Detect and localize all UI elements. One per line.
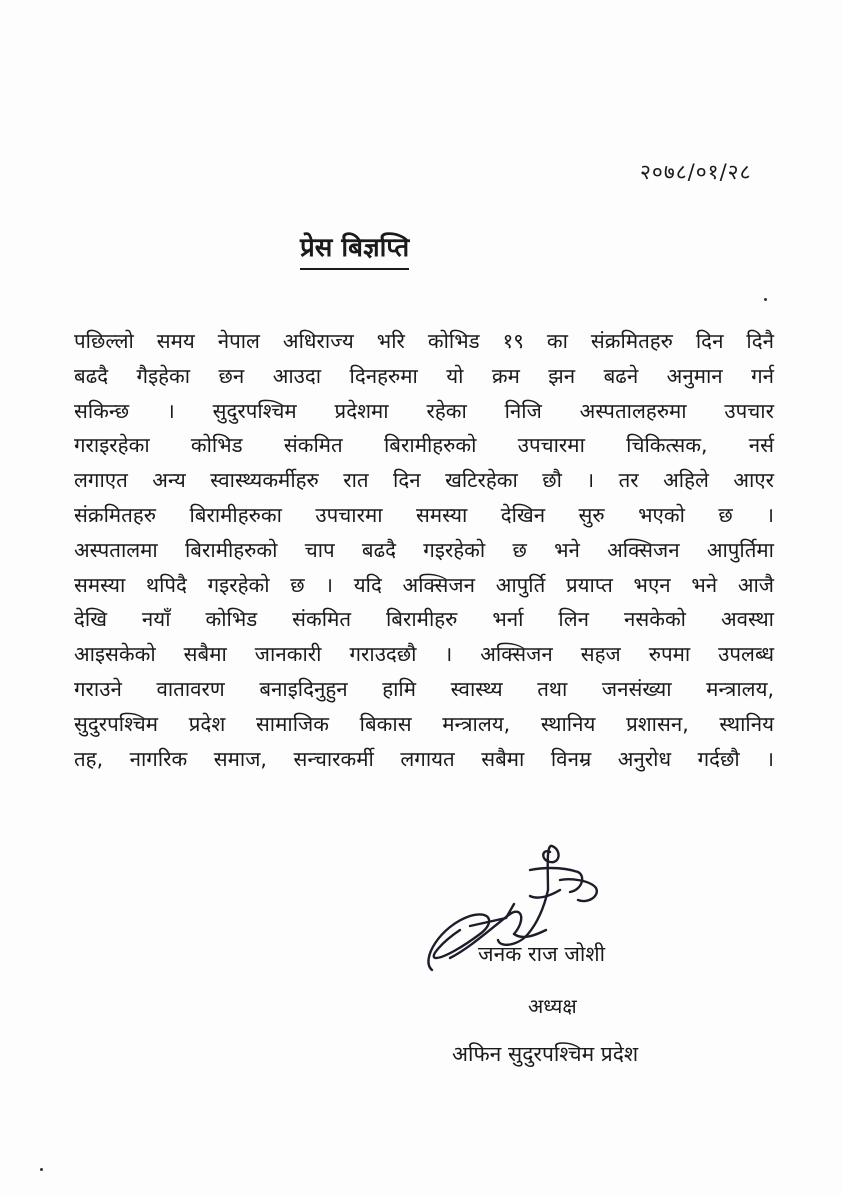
body-line: अस्पतालमा बिरामीहरुको चाप बढदै गइरहेको छ भने अक्सिजन आपुर्तिमा: [74, 537, 774, 562]
signatory-role: अध्यक्ष: [528, 994, 577, 1018]
document-date: २०७८/०१/२८: [640, 160, 752, 184]
body-line: बढदै गैइहेका छन आउदा दिनहरुमा यो क्रम झन बढने अनुमान गर्न: [74, 363, 774, 388]
body-line: सकिन्छ । सुदुरपश्चिम प्रदेशमा रहेका निजि अस्पतालहरुमा उपचार: [74, 398, 774, 423]
body-line: आइसकेको सबैमा जानकारी गराउदछौ । अक्सिजन सहज रुपमा उपलब्ध: [74, 642, 774, 667]
signatory-organization: अफिन सुदुरपश्चिम प्रदेश: [452, 1042, 639, 1066]
body-line: पछिल्लो समय नेपाल अधिराज्य भरि कोभिड १९ का संक्रमितहरु दिन दिनै: [74, 329, 774, 353]
scan-speck: [764, 298, 767, 301]
scan-speck: [40, 1168, 43, 1171]
body-line: सुदुरपश्चिम प्रदेश सामाजिक बिकास मन्त्रालय, स्थानिय प्रशासन, स्थानिय: [74, 711, 774, 736]
body-line: संक्रमितहरु बिरामीहरुका उपचारमा समस्या देखिन सुरु भएको छ ।: [74, 502, 774, 527]
document-title: प्रेस बिज्ञप्ति: [300, 228, 409, 270]
body-line: तह, नागरिक समाज, सन्चारकर्मी लगायत सबैमा विनम्र अनुरोध गर्दछौ ।: [74, 746, 774, 771]
body-line: समस्या थपिदै गइरहेको छ । यदि अक्सिजन आपुर्ति प्रयाप्त भएन भने आजै: [74, 572, 774, 597]
body-line: गराउने वातावरण बनाइदिनुहुन हामि स्वास्थ्य तथा जनसंख्या मन्त्रालय,: [74, 676, 774, 701]
body-line: देखि नयाँ कोभिड संकमित बिरामीहरु भर्ना लिन नसकेको अवस्था: [74, 607, 774, 632]
body-line: गराइरहेका कोभिड संकमित बिरामीहरुको उपचारमा चिकित्सक, नर्स: [74, 433, 774, 458]
body-line: लगाएत अन्य स्वास्थ्यकर्मीहरु रात दिन खटिरहेका छौ । तर अहिले आएर: [74, 468, 774, 493]
signatory-name: जनक राज जोशी: [478, 942, 606, 966]
document-body: [74, 324, 774, 776]
